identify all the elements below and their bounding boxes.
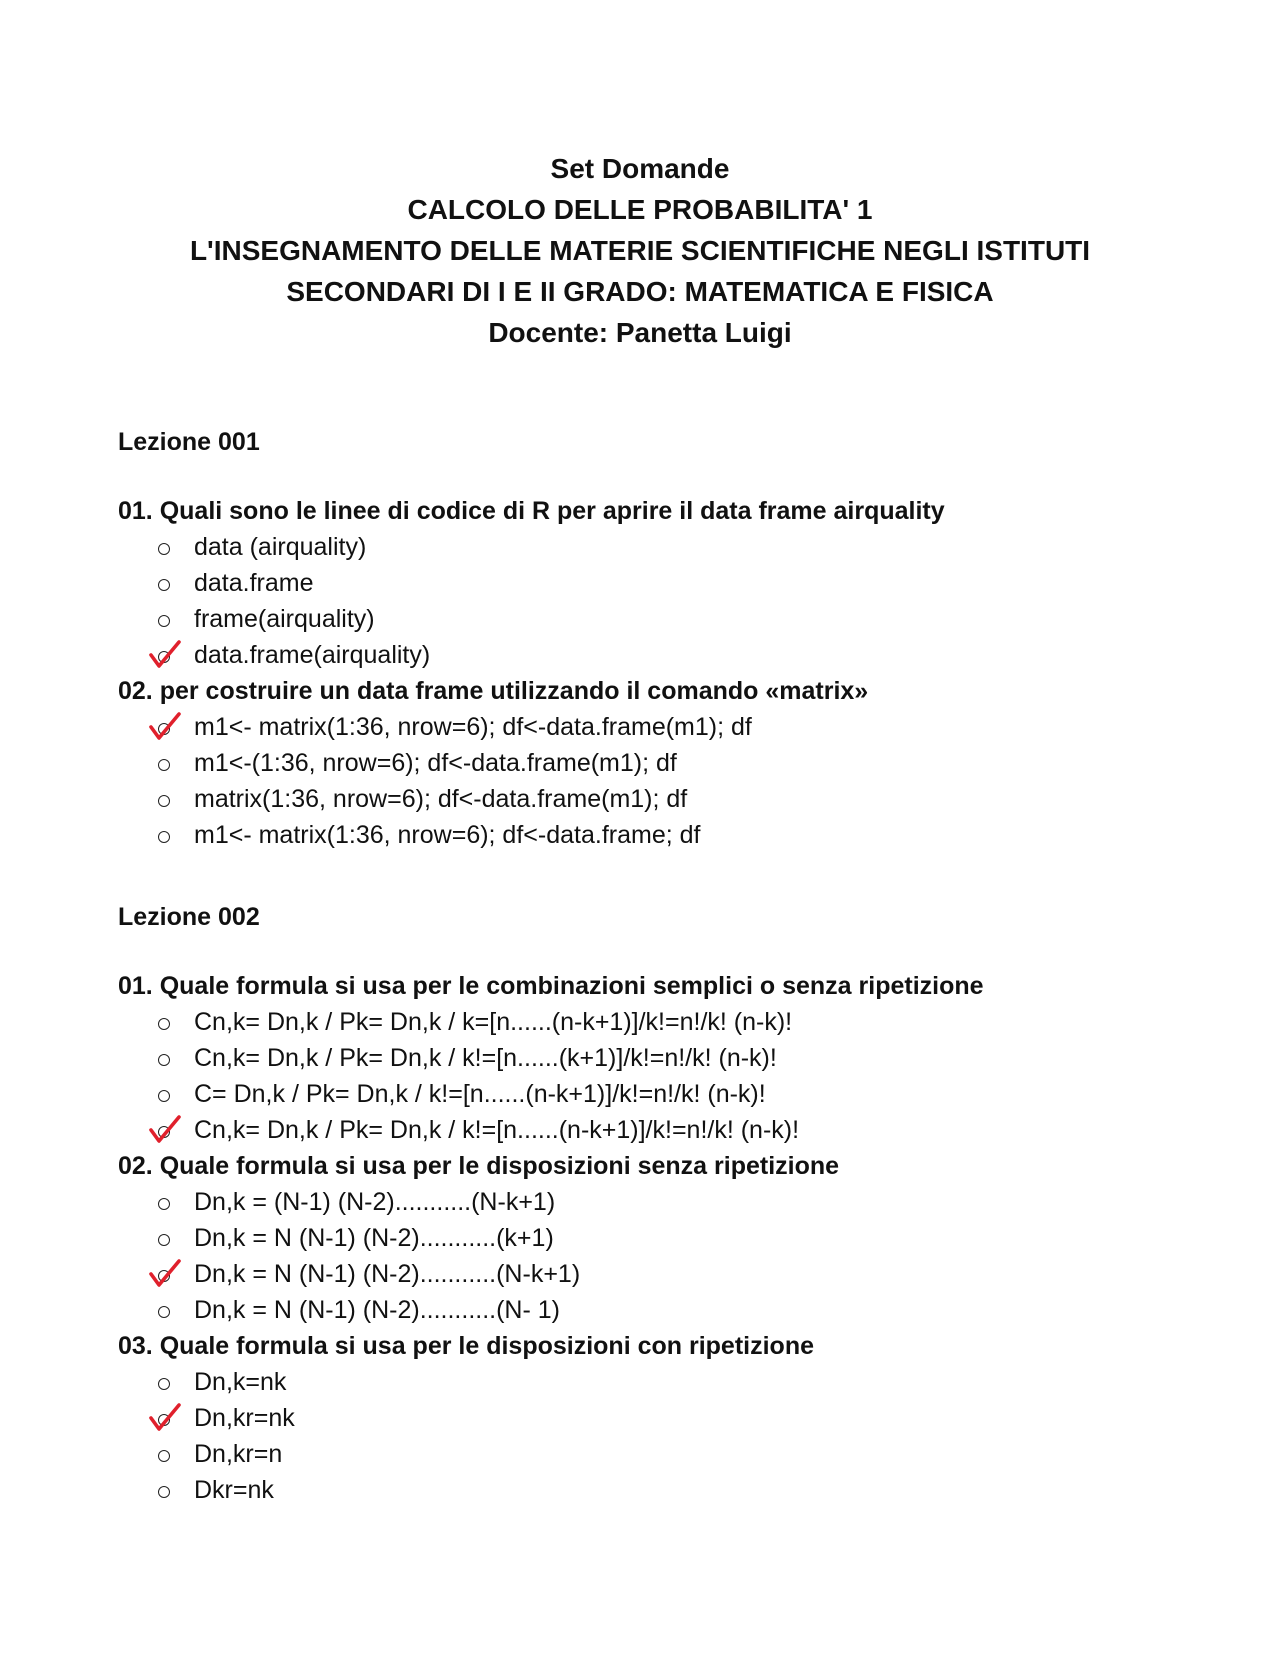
checkmark-icon (148, 1114, 182, 1144)
circle-bullet-icon (158, 543, 170, 555)
answer-option-correct (118, 1256, 1218, 1292)
answer-options (118, 1364, 1218, 1508)
circle-bullet-icon (158, 1486, 170, 1498)
question-block (118, 1148, 1218, 1328)
question-text: 01. Quali sono le linee di codice di R per aprire il data frame airquality (118, 497, 945, 525)
option-text: Dkr=nk (194, 1476, 274, 1504)
checkmark-icon (148, 1258, 182, 1288)
option-text: m1<- matrix(1:36, nrow=6); df<-data.frame; df (194, 821, 701, 849)
header-course-title: CALCOLO DELLE PROBABILITA' 1 (407, 194, 873, 225)
answer-option (118, 1004, 1218, 1040)
option-text: frame(airquality) (194, 605, 375, 633)
answer-option (118, 1040, 1218, 1076)
lesson-section (118, 899, 1218, 1508)
answer-option (118, 745, 1218, 781)
option-text: data.frame (194, 569, 314, 597)
answer-option (118, 1292, 1218, 1328)
answer-option (118, 529, 1218, 565)
answer-option-correct (118, 1400, 1218, 1436)
circle-bullet-icon (158, 615, 170, 627)
question-block (118, 968, 1218, 1148)
question-text: 03. Quale formula si usa per le disposizioni con ripetizione (118, 1332, 814, 1360)
circle-bullet-icon (158, 1198, 170, 1210)
answer-option (118, 565, 1218, 601)
option-text: data (airquality) (194, 533, 367, 561)
answer-option (118, 1436, 1218, 1472)
circle-bullet-icon (158, 759, 170, 771)
question-block (118, 673, 1218, 853)
circle-bullet-icon (158, 1306, 170, 1318)
option-text: m1<-(1:36, nrow=6); df<-data.frame(m1); df (194, 749, 677, 777)
question-list (118, 424, 1218, 1554)
circle-bullet-icon (158, 831, 170, 843)
option-text: Dn,k = (N-1) (N-2)...........(N-k+1) (194, 1188, 556, 1216)
circle-bullet-icon (158, 579, 170, 591)
answer-option (118, 1220, 1218, 1256)
header-set-title: Set Domande (550, 153, 730, 184)
header-program-line-1: L'INSEGNAMENTO DELLE MATERIE SCIENTIFICHE NEGLI ISTITUTI (189, 235, 1091, 266)
option-text: Cn,k= Dn,k / Pk= Dn,k / k=[n......(n-k+1)]/k!=n!/k! (n-k)! (194, 1008, 793, 1036)
option-text: Dn,k = N (N-1) (N-2)...........(k+1) (194, 1224, 554, 1252)
lesson-heading: Lezione 002 (118, 903, 260, 931)
option-text: Dn,k = N (N-1) (N-2)...........(N-k+1) (194, 1260, 581, 1288)
answer-option (118, 1364, 1218, 1400)
answer-options (118, 709, 1218, 853)
option-text: m1<- matrix(1:36, nrow=6); df<-data.frame(m1); df (194, 713, 752, 741)
question-text: 02. per costruire un data frame utilizzando il comando «matrix» (118, 677, 869, 705)
circle-bullet-icon (158, 1450, 170, 1462)
option-text: Dn,k = N (N-1) (N-2)...........(N- 1) (194, 1296, 560, 1324)
answer-option-correct (118, 637, 1218, 673)
answer-options (118, 529, 1218, 673)
circle-bullet-icon (158, 1090, 170, 1102)
question-text: 01. Quale formula si usa per le combinazioni semplici o senza ripetizione (118, 972, 984, 1000)
checkmark-icon (148, 639, 182, 669)
header-teacher: Docente: Panetta Luigi (488, 317, 792, 348)
option-text: C= Dn,k / Pk= Dn,k / k!=[n......(n-k+1)]/k!=n!/k! (n-k)! (194, 1080, 766, 1108)
option-text: Dn,kr=n (194, 1440, 283, 1468)
question-block (118, 493, 1218, 673)
answer-option (118, 781, 1218, 817)
answer-option (118, 1076, 1218, 1112)
circle-bullet-icon (158, 1054, 170, 1066)
option-text: Cn,k= Dn,k / Pk= Dn,k / k!=[n......(k+1)]/k!=n!/k! (n-k)! (194, 1044, 777, 1072)
document-header (0, 148, 1280, 353)
answer-option (118, 1184, 1218, 1220)
option-text: Dn,k=nk (194, 1368, 287, 1396)
option-text: Dn,kr=nk (194, 1404, 295, 1432)
header-program-line-2: SECONDARI DI I E II GRADO: MATEMATICA E FISICA (286, 276, 994, 307)
answer-options (118, 1004, 1218, 1148)
checkmark-icon (148, 1402, 182, 1432)
option-text: matrix(1:36, nrow=6); df<-data.frame(m1); df (194, 785, 688, 813)
answer-option-correct (118, 1112, 1218, 1148)
option-text: data.frame(airquality) (194, 641, 431, 669)
answer-option-correct (118, 709, 1218, 745)
circle-bullet-icon (158, 1378, 170, 1390)
answer-option (118, 817, 1218, 853)
circle-bullet-icon (158, 1018, 170, 1030)
circle-bullet-icon (158, 1234, 170, 1246)
answer-option (118, 1472, 1218, 1508)
answer-options (118, 1184, 1218, 1328)
question-block (118, 1328, 1218, 1508)
lesson-heading: Lezione 001 (118, 428, 260, 456)
circle-bullet-icon (158, 795, 170, 807)
lesson-section (118, 424, 1218, 853)
checkmark-icon (148, 711, 182, 741)
answer-option (118, 601, 1218, 637)
option-text: Cn,k= Dn,k / Pk= Dn,k / k!=[n......(n-k+1)]/k!=n!/k! (n-k)! (194, 1116, 800, 1144)
question-text: 02. Quale formula si usa per le disposizioni senza ripetizione (118, 1152, 840, 1180)
